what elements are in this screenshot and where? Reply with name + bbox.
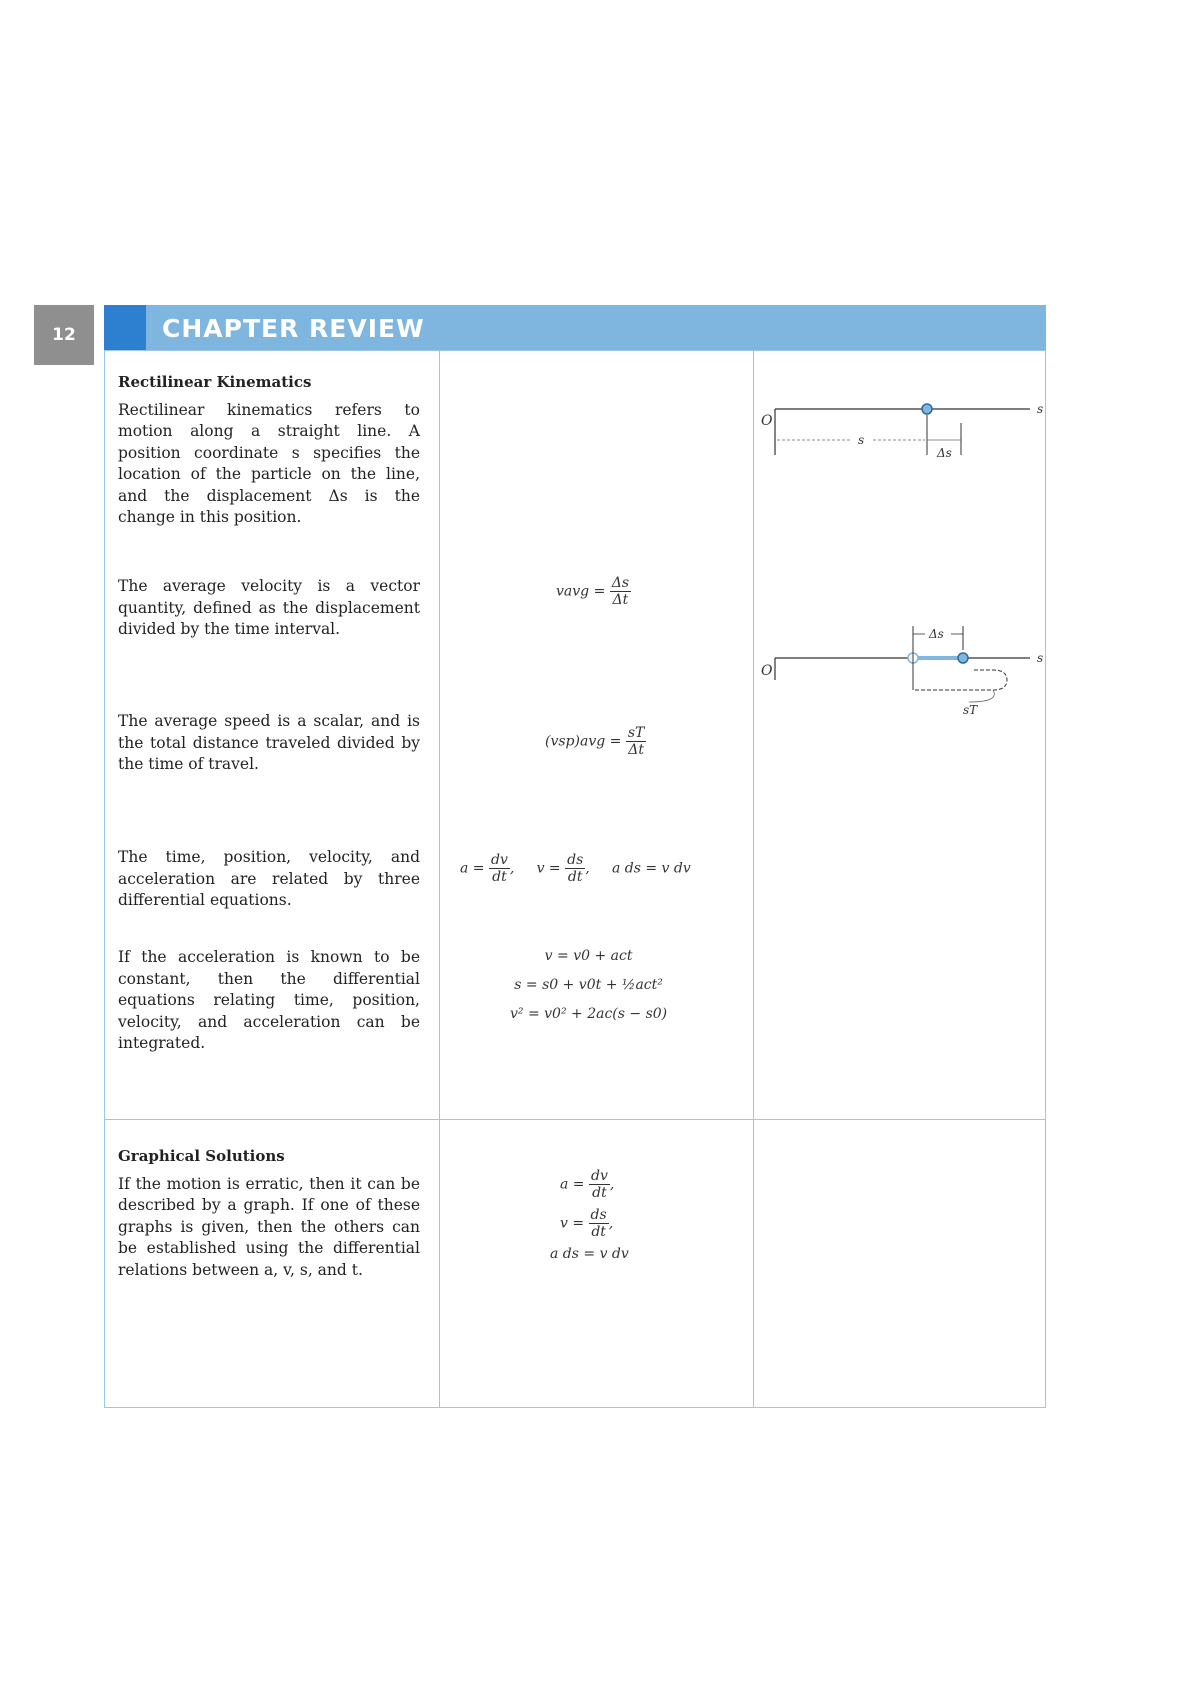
section-heading: Graphical Solutions	[118, 1147, 285, 1165]
section-text: If the acceleration is known to be constant, then the differential equations relating time, position, velocity, and acceleration can be integrated.	[118, 948, 420, 1052]
page-number: 12	[34, 305, 94, 365]
total-distance-path	[915, 670, 1007, 690]
section-text: The average speed is a scalar, and is the total distance traveled divided by the time of travel.	[118, 712, 420, 773]
chapter-header	[104, 305, 1046, 350]
coord-label: s	[858, 433, 865, 447]
eq-avg-speed: (vsp)avg = $\frac{sT}{\Delta t}$	[545, 725, 645, 758]
position-figure	[755, 395, 1055, 475]
particle-marker	[922, 404, 932, 414]
section-differential	[118, 847, 420, 912]
disp-label: Δs	[937, 446, 952, 460]
disp-label: Δs	[929, 627, 944, 641]
section-heading: Rectilinear Kinematics	[118, 373, 312, 391]
total-leader	[969, 690, 994, 702]
section-constant-accel	[118, 947, 420, 1055]
end-marker	[958, 653, 968, 663]
eq-constant: v = v0 + act s = s0 + v0t + ½act² v² = v0² + 2ac(s − s0)	[510, 948, 668, 1022]
column-divider	[753, 351, 754, 1407]
section-avg-velocity	[118, 576, 420, 641]
column-divider	[439, 351, 440, 1407]
displacement-figure	[755, 620, 1055, 720]
row-divider	[105, 1119, 1045, 1120]
origin-label: O	[761, 663, 773, 679]
chapter-title: CHAPTER REVIEW	[162, 314, 425, 343]
axis-label: s	[1037, 402, 1044, 416]
eq-avg-velocity: vavg = $\frac{\Delta s}{\Delta t}$	[556, 575, 630, 608]
section-rectilinear	[118, 372, 420, 529]
origin-label: O	[761, 413, 773, 429]
header-accent	[104, 305, 146, 350]
section-graphical	[118, 1146, 420, 1281]
eq-differential: a = $\frac{dv}{dt}$ , v = $\frac{ds}{dt}$ , a ds = v dv	[460, 852, 691, 885]
section-text: The average velocity is a vector quantity, defined as the displacement divided by the time interval.	[118, 577, 420, 638]
section-text: The time, position, velocity, and acceleration are related by three differential equations.	[118, 848, 420, 909]
eq-graphical: a = $\frac{dv}{dt}$ , v = $\frac{ds}{dt}$ , a ds = v dv	[550, 1168, 629, 1262]
axis-label: s	[1037, 651, 1044, 665]
section-avg-speed	[118, 711, 420, 776]
total-label: sT	[963, 703, 978, 717]
section-text: If the motion is erratic, then it can be described by a graph. If one of these graphs is given, then the others can be established using the differential relations between a, v, s, and t.	[118, 1174, 420, 1279]
section-text: Rectilinear kinematics refers to motion along a straight line. A position coordinate s specifies the location of the particle on the line, and the displacement Δs is the change in this position.	[118, 400, 420, 526]
